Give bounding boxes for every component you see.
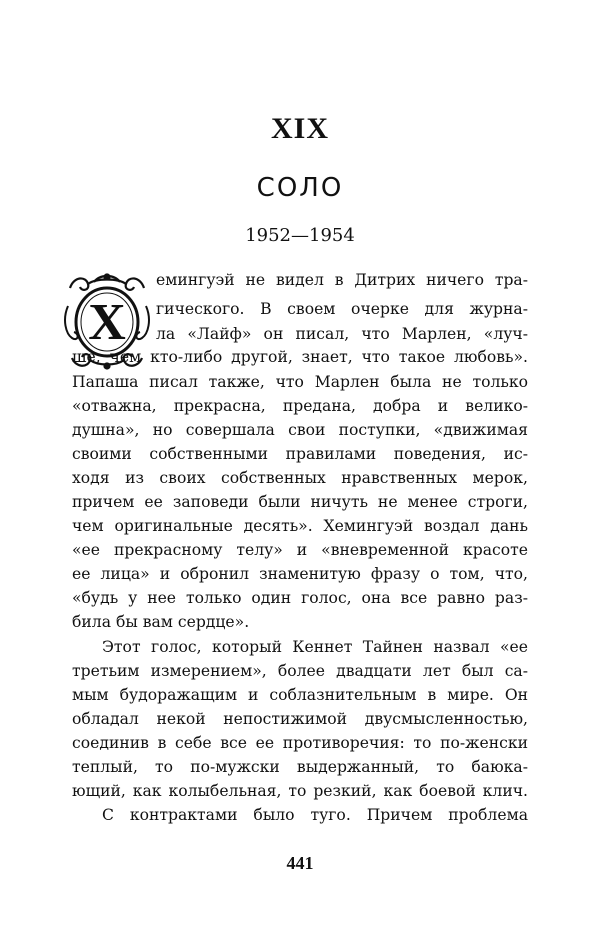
text-line: Папаша писал также, что Марлен была не только — [72, 373, 528, 391]
text-line: била бы вам сердце». — [72, 613, 250, 631]
text-line: емингуэй не видел в Дитрих ничего тра- — [156, 271, 528, 289]
page-number: 441 — [286, 853, 314, 873]
text-line: «ее прекрасному телу» и «вневременной красоте — [72, 541, 528, 559]
text-line: С контрактами было туго. Причем проблема — [102, 806, 528, 824]
dropcap-letter: Х — [88, 294, 126, 351]
text-line: своими собственными правилами поведения, ис- — [72, 445, 528, 463]
text-line: душна», но совершала свои поступки, «движимая — [72, 421, 528, 439]
text-line: Этот голос, который Кеннет Тайнен назвал «ее — [102, 638, 528, 656]
text-line: гического. В своем очерке для журна- — [156, 300, 528, 318]
text-line: причем ее заповеди были ничуть не менее строги, — [72, 493, 528, 511]
text-line: обладал некой непостижимой двусмысленностью, — [72, 710, 528, 728]
chapter-number: XIX — [270, 112, 329, 145]
text-line: чем оригинальные десять». Хемингуэй воздал дань — [72, 517, 528, 535]
chapter-title: СОЛО — [256, 173, 344, 203]
chapter-years: 1952—1954 — [245, 225, 355, 246]
text-line: ее лица» и обронил знаменитую фразу о том, что, — [72, 565, 528, 583]
text-line: третьим измерением», более двадцати лет был са- — [72, 662, 528, 680]
text-line: ющий, как колыбельная, то резкий, как боевой клич. — [72, 782, 528, 800]
text-line: теплый, то по-мужски выдержанный, то баюка- — [72, 758, 528, 776]
text-line: ла «Лайф» он писал, что Марлен, «луч- — [156, 325, 528, 343]
text-line: ходя из своих собственных нравственных мерок, — [72, 469, 528, 487]
text-line: «отважна, прекрасна, предана, добра и велико- — [72, 397, 528, 415]
text-line: ше, чем кто-либо другой, знает, что такое любовь». — [72, 348, 528, 366]
text-line: «будь у нее только один голос, она все равно раз- — [72, 589, 528, 607]
text-line: мым будоражащим и соблазнительным в мире. Он — [72, 686, 528, 704]
text-line: соединив в себе все ее противоречия: то по-женски — [72, 734, 528, 752]
